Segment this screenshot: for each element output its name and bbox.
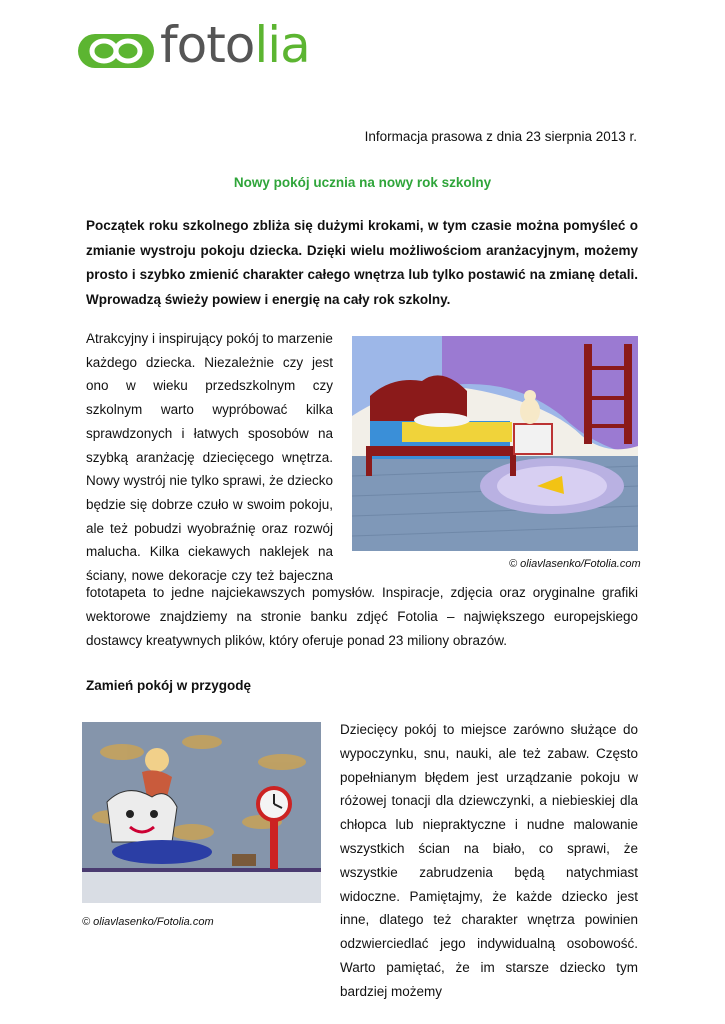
paragraph-1-line: szybką aranżację dziecięcego wnętrza. (86, 449, 333, 465)
paragraph-1-line: ono w wieku przedszkolnym czy (86, 378, 333, 394)
paragraph-1-wrapped (86, 327, 333, 588)
paragraph-1-line: ale też pobudzi wyobraźnię oraz rozwój (86, 520, 333, 536)
press-release-date: Informacja prasowa z dnia 23 sierpnia 2013 r. (364, 129, 637, 144)
paragraph-1-line: sprawdzonych i łatwych sposobów na (86, 425, 333, 441)
paragraph-1-line: będzie się dobrze czuło w swoim pokoju, (86, 496, 333, 512)
press-release-headline: Nowy pokój ucznia na nowy rok szkolny (233, 175, 492, 190)
paragraph-2: Dziecięcy pokój to miejsce zarówno służące do wypoczynku, snu, nauki, ale też zabaw. Często popełnianym błędem jest urządzanie pokoju w różowej tonacji dla dziewczynki, a niebieskiej dla chłopca lub niepraktyczne i nudne malowanie wszystkich ścian na biało, co sprawi, że wszystkie zabrudzenia będą natychmiast widoczne. Pamiętajmy, że każde dziecko jest inne, dlatego też charakter wnętrza powinien odzwierciedlać jego indywidualną osobowość. Warto pamiętać, że im starsze dziecko tym bardziej możemy (340, 722, 638, 999)
kids-bedroom-photo (352, 336, 638, 551)
lead-paragraph: Początek roku szkolnego zbliża się dużymi krokami, w tym czasie można pomyśleć o zmianie wystroju pokoju dziecka. Dzięki wielu możliwościom aranżacyjnym, możemy prosto i szybko zmienić charakter całego wnętrza lub tylko postawić na zmianę detali. Wprowadzą świeży powiew i energię na cały rok szkolny. (86, 218, 638, 307)
paragraph-1-line: Atrakcyjny i inspirujący pokój to marzenie (86, 331, 333, 346)
paragraph-1-line: każdego dziecka. Niezależnie czy jest (86, 354, 333, 370)
logo-text-dark: foto (160, 16, 255, 74)
logo-text-green: lia (254, 16, 310, 74)
underwater-room-photo (82, 722, 321, 903)
section-heading: Zamień pokój w przygodę (86, 678, 252, 693)
photo-1-credit: © oliavlasenko/Fotolia.com (509, 558, 641, 570)
photo-2-credit: © oliavlasenko/Fotolia.com (82, 916, 214, 928)
logo-wordmark (160, 16, 310, 74)
fotolia-logo (76, 16, 356, 84)
paragraph-1-line: malucha. Kilka ciekawych naklejek na (86, 544, 333, 560)
paragraph-1-line: ściany, nowe dekoracje czy też bajeczna (86, 568, 333, 584)
paragraph-1-line: szkolnym warto wypróbować kilka (86, 402, 333, 418)
paragraph-1-continued: fototapeta to jedne najciekawszych pomysłów. Inspiracje, zdjęcia oraz oryginalne grafiki wektorowe znajdziemy na stronie banku zdjęć Fotolia – największego europejskiego dostawcy kreatywnych plików, który oferuje ponad 23 miliony obrazów. (86, 585, 638, 648)
paragraph-1-line: Nowy wystrój nie tylko sprawi, że dziecko (86, 473, 333, 489)
fotolia-logo-mark-icon (76, 32, 156, 70)
